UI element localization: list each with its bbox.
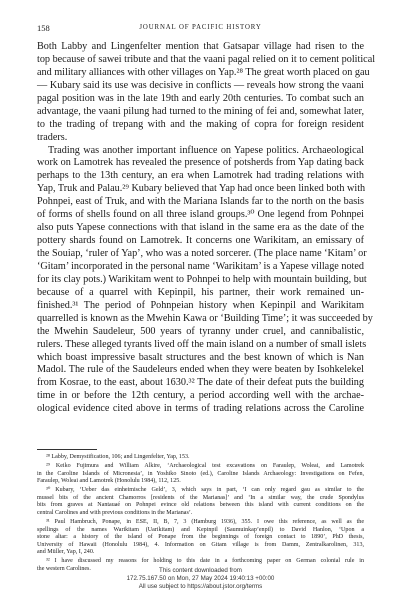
footnote-line: ³⁰ Kubary, ‘Ueber das einheimische Geld’, 3, which says in part, ‘I can only regard gau as similar to the: [46, 487, 364, 494]
paragraph: [37, 144, 373, 417]
running-head: JOURNAL OF PACIFIC HISTORY: [139, 24, 262, 31]
footnotes: [37, 454, 364, 573]
footnote: [37, 487, 364, 517]
download-notice-line: All use subject to https://about.jstor.org/terms: [138, 582, 263, 590]
text-line: finished.³¹ The period of Pohnpeian history when Kepinpil and Warikitam: [37, 299, 364, 311]
page-number: 158: [37, 23, 50, 33]
text-line: Pohnpei, east of Truk, and with the Mariana Islands far to the north on the basis: [37, 196, 364, 208]
footnote-line: and Müller, Yap, I, 240.: [37, 549, 95, 556]
footnote-line: bits from graves at Nantauaé on Pohnpei evince old relations between this island with current conditions on the: [37, 502, 364, 509]
text-line: Both Labby and Lingenfelter mention that Gatsapar village had risen to the: [37, 41, 364, 52]
text-line: of forms of shells found on all three island groups.³⁰ One legend from Pohnpei: [37, 209, 364, 221]
text-line: perhaps to the 13th century, an era when Lamotrek had trading relations with: [37, 170, 364, 182]
text-line: traders.: [37, 131, 68, 143]
text-line: also puts Yapese connections with that island in the same era as the date of the: [37, 222, 364, 234]
text-line: work on Lamotrek has revealed the presence of potsherds from Yap dating back: [37, 157, 364, 169]
body-text: [37, 41, 376, 416]
footnote: [37, 463, 364, 486]
footnote: [37, 454, 364, 462]
footnote-line: spellings of the names Warikitam (Uarikitam) and Kepinpil (Saumuinkap’enpil) to David Hanlon, ‘Upon a: [37, 526, 364, 533]
text-line: top because of sawei tribute and that the vaani pagal relied on it to cement political: [37, 53, 376, 65]
text-line: — Kubary said its use was decisive in conflicts — reveals how strong the vaani: [37, 79, 364, 91]
text-line: for its clay pots.) Warikitam went to Pohnpei to help with mountain building, but: [37, 273, 367, 285]
text-line: Trading was another important influence on Yapese politics. Archaeological: [48, 144, 364, 156]
page-header: [37, 23, 364, 35]
text-line: advantage, the vaani pilung had turned to the mining of fei and, somewhat later,: [37, 105, 364, 117]
footnote-line: University of Hawaii (Honolulu 1984), 4. Information on Gitam village is from Damm, Zentralkarolinen, 313,: [37, 541, 364, 548]
text-line: and military alliances with other villages on Yap.²⁸ The great worth placed on gau: [37, 66, 370, 78]
footnote-line: the western Carolines.: [37, 565, 91, 572]
footnote-line: ³² I have discussed my reasons for holding to this date in a forthcoming paper on German colonial rule in: [46, 558, 364, 565]
text-line: pagal position was in the late 19th and early 20th centuries. To combat such an: [37, 92, 364, 104]
text-line: time in or before the 12th century, a period according well with the archae-: [37, 390, 364, 402]
text-line: which boast impressive basalt structures and the best known of which is Nan: [37, 351, 364, 363]
paragraph: [37, 41, 376, 145]
text-line: because of a quarrel with Kepinpil, his partner, their work remained un-: [37, 286, 364, 298]
text-line: the Souiap, ‘ruler of Yap’, who was a noted sorcerer. (The place name ‘Kitam’ or: [37, 248, 367, 259]
text-line: the Mwehin Saudeleur, 500 years of tyranny under cruel, and cannibalistic,: [37, 325, 364, 337]
download-notice-line: This content downloaded from: [159, 567, 242, 574]
text-line: rulers. These alleged tyrants lived off the main island on a number of small islets: [37, 338, 367, 350]
footnote-line: ²⁸ Labby, Demystification, 106; and Lingenfelter, Yap, 153.: [46, 454, 190, 460]
footnote-line: in the Caroline Islands of Micronesia’, in Yoshiko Sinoto (ed.), Caroline Islands Archaeology: Investigations on Fefen,: [37, 470, 364, 477]
text-line: from Kosrae, to the east, about 1630.³² The date of their defeat puts the building: [37, 377, 364, 389]
footnote-line: stone altar: a history of the island of Ponape from the beginnings of foreign contact to 1890’, PhD thesis,: [37, 534, 364, 541]
download-notice: [0, 567, 401, 590]
text-line: ‘Gitam’ incorporated in the personal name ‘Warikitam’ is a Yapese village noted: [37, 260, 364, 272]
text-line: Yap, Truk and Palau.²⁹ Kubary believed that Yap had once been linked both with: [37, 183, 366, 195]
footnote-line: ²⁹ Keiko Fujimura and William Alkire, ‘Archaeological test excavations on Faraulep, Woleai, and Lamotrek: [46, 462, 364, 469]
footnote: [37, 519, 364, 557]
download-notice-line: 172.75.167.50 on Mon, 27 May 2024 19:40:13 +00:00: [126, 574, 275, 582]
text-line: pottery shards found on Lamotrek. It concerns one Warikitam, an emissary of: [37, 235, 364, 247]
footnote-line: central Carolines and with previous conditions in the Marianas’.: [37, 509, 193, 516]
text-line: quarrelled is known as the Mwehin Kawa or ‘Building Time’; it was succeeded by: [37, 312, 373, 324]
text-line: Madol. The rule of the Saudeleurs ended when they were beaten by Isohkelekel: [37, 364, 364, 376]
footnote-line: Faraulep, Woleai and Lamotrek (Honolulu 1984), 112, 125.: [37, 478, 181, 485]
footnote-line: mussel bits of the ancient Chamorros [residents of the Marianas]’ and ‘In a similar way, the crude Spondylus: [37, 494, 364, 501]
text-line: to the trading of trepang with and the making of copra for foreign resident: [37, 118, 364, 130]
text-line: ological evidence cited above in terms of trading relations across the Caroline: [37, 403, 364, 415]
footnote-divider: [37, 449, 97, 450]
footnote-line: ³¹ Paul Hambruch, Ponape, in ESE, II, B, 7, 3 (Hamburg 1936), 355. I owe this reference, as well as the: [46, 518, 364, 525]
